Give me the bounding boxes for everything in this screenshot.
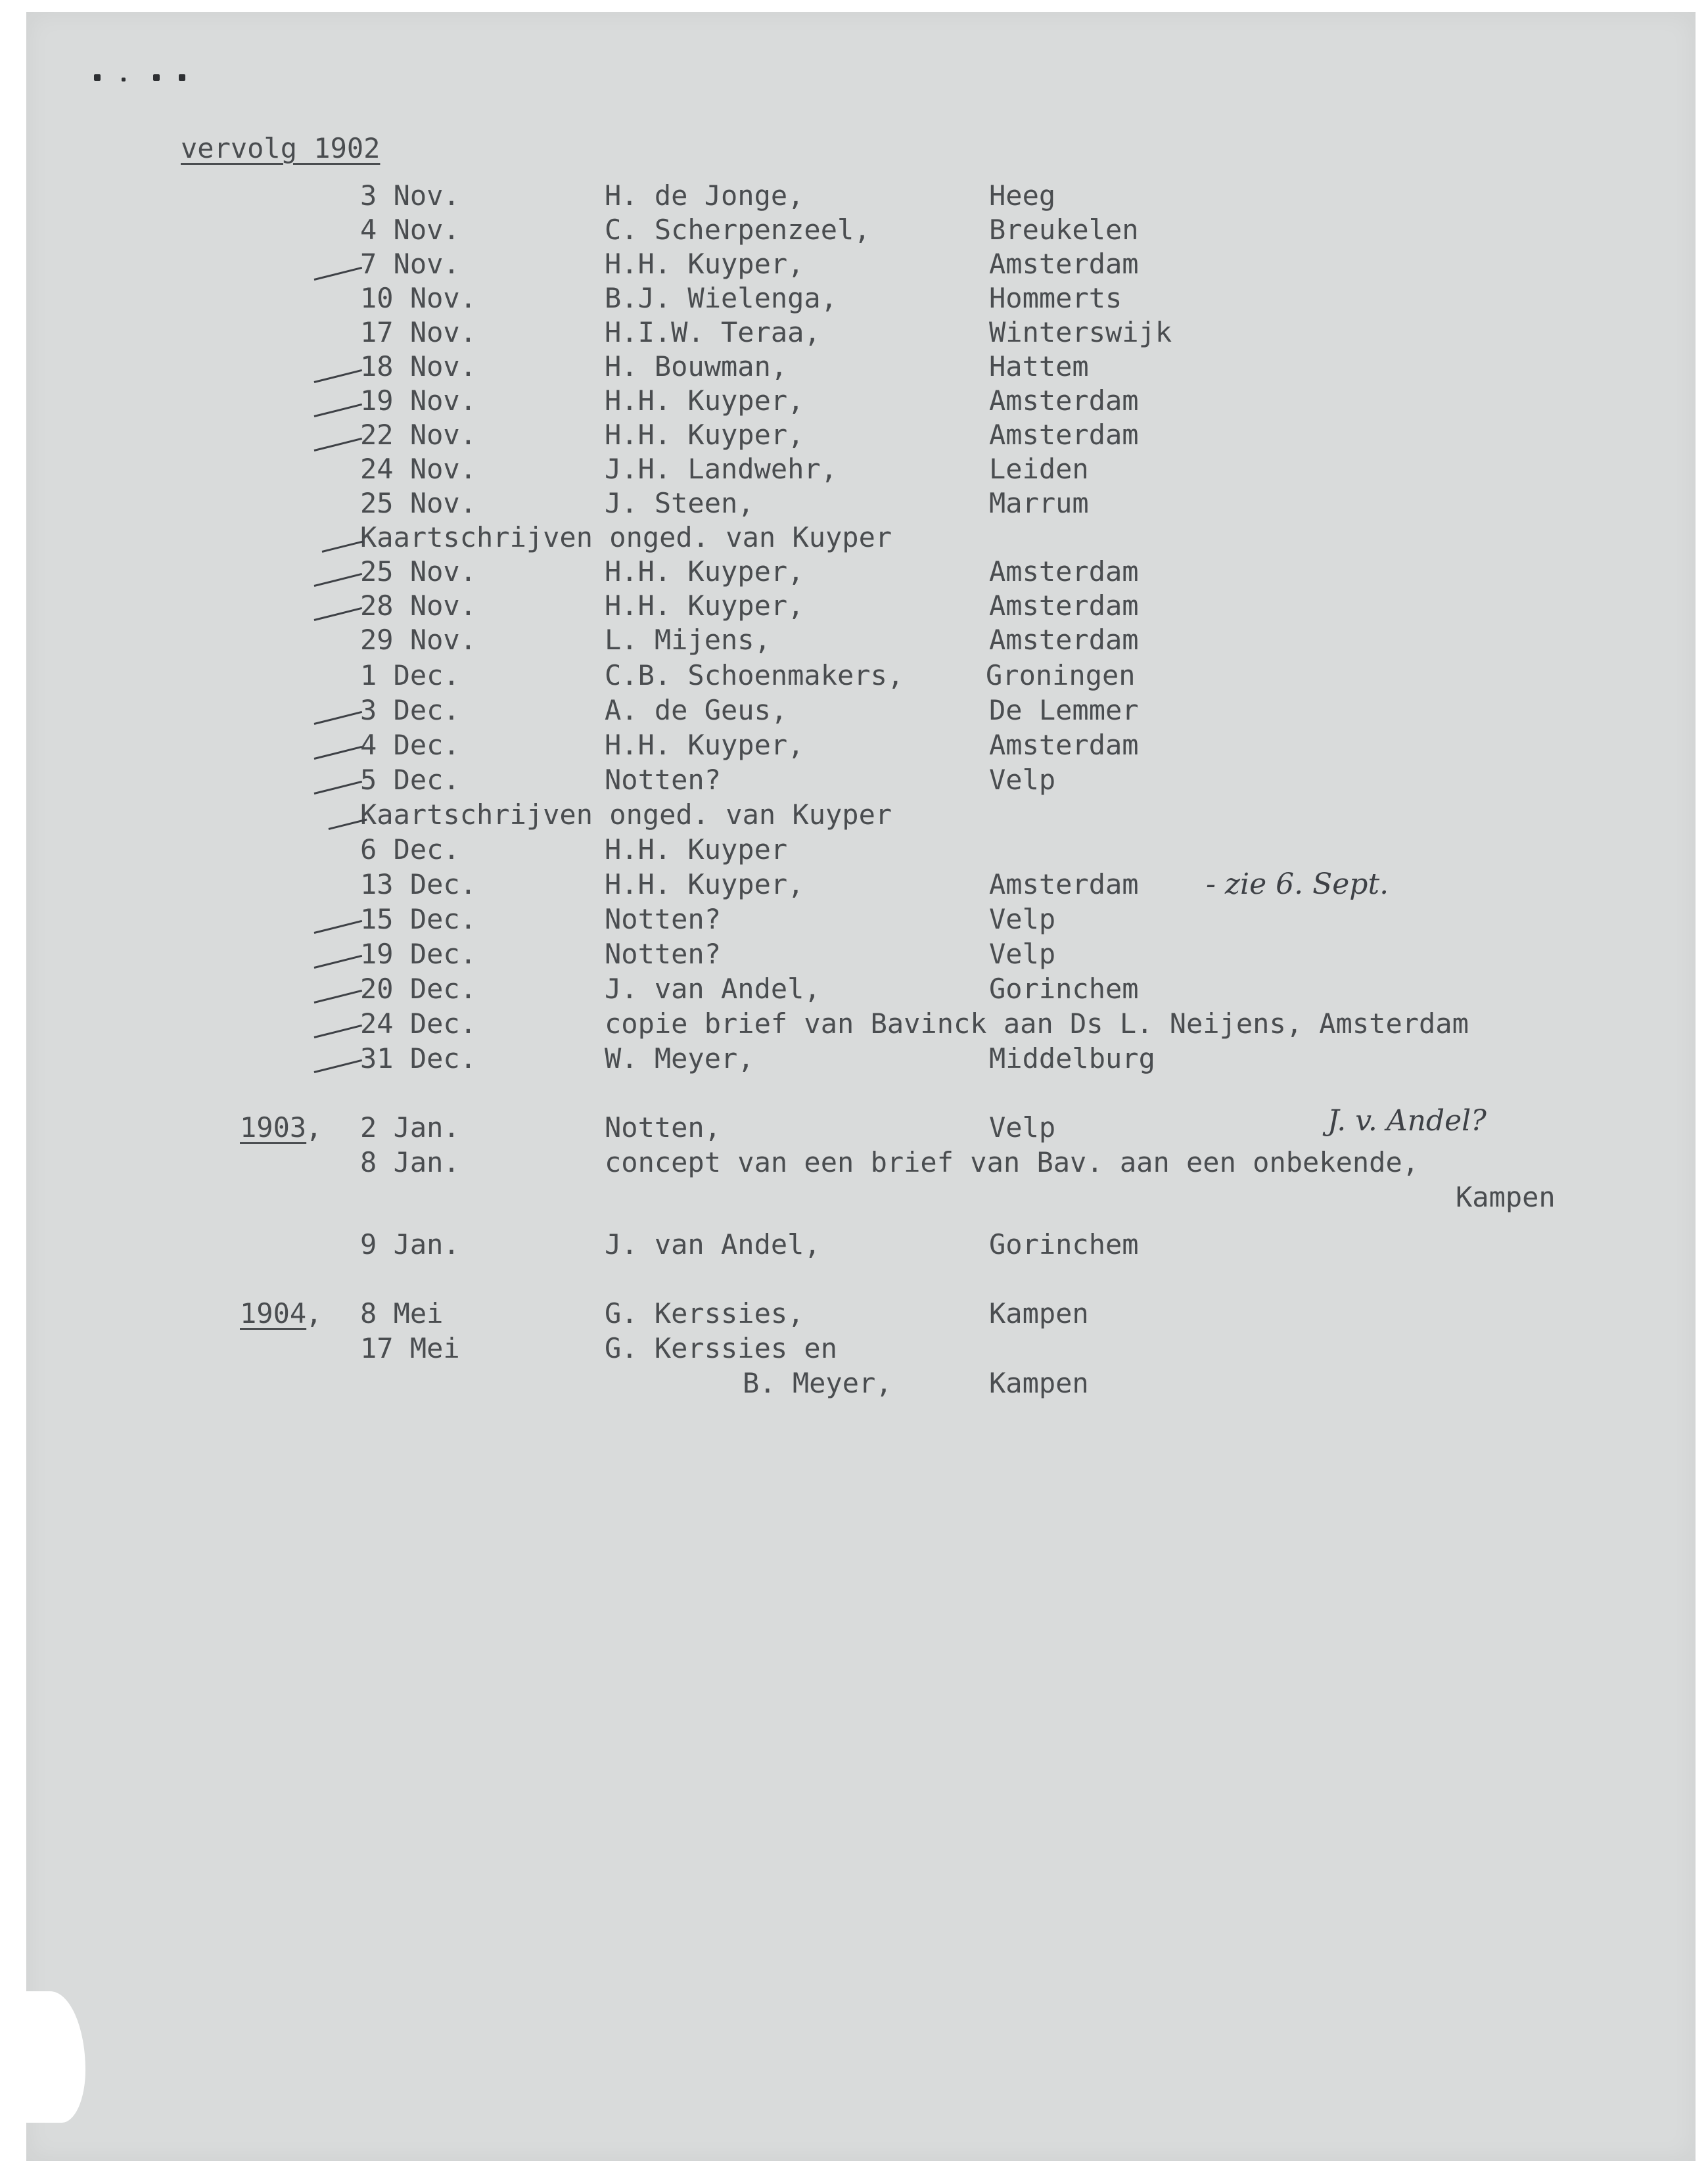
tick-mark [314, 369, 362, 383]
entry-place: Leiden [989, 453, 1089, 485]
entry-name: Notten? [605, 938, 722, 970]
entry-place: Kampen [1456, 1181, 1556, 1213]
tick-mark [314, 573, 362, 587]
ink-mark [153, 74, 160, 81]
entry-name: H.H. Kuyper [605, 833, 788, 866]
handwritten-note: - zie 6. Sept. [1206, 867, 1389, 901]
entry-date: 8 Mei [360, 1297, 444, 1329]
entry-name: J. van Andel, [605, 1228, 821, 1260]
entry-place: Kampen [989, 1297, 1089, 1329]
entry-name: H.H. Kuyper, [605, 248, 804, 280]
note-line: Kaartschrijven onged. van Kuyper [360, 521, 892, 553]
entry-name: H.H. Kuyper, [605, 555, 804, 588]
entry-place: Middelburg [989, 1042, 1155, 1074]
entry-date: 17 Nov. [360, 316, 477, 348]
entry-name: G. Kerssies, [605, 1297, 804, 1329]
entry-date: 19 Nov. [360, 384, 477, 417]
entry-place: Velp [989, 764, 1056, 796]
entry-date: 20 Dec. [360, 973, 477, 1005]
entry-date: 24 Dec. [360, 1007, 477, 1040]
entry-date: 25 Nov. [360, 555, 477, 588]
ink-mark [94, 74, 101, 81]
entry-name: G. Kerssies en [605, 1332, 838, 1364]
entry-date: 22 Nov. [360, 419, 477, 451]
entry-place: Marrum [989, 487, 1089, 519]
entry-place: De Lemmer [989, 694, 1139, 726]
entry-place: Gorinchem [989, 1228, 1139, 1260]
year-label-1903: 1903 [240, 1111, 307, 1144]
tick-mark [314, 955, 362, 969]
tick-mark [314, 711, 362, 725]
entry-date: 3 Dec. [360, 694, 460, 726]
entry-date: 18 Nov. [360, 350, 477, 382]
entry-name: C. Scherpenzeel, [605, 214, 871, 246]
page-title: vervolg 1902 [181, 132, 381, 164]
entry-date: 15 Dec. [360, 903, 477, 935]
entry-place: Velp [989, 938, 1056, 970]
tick-mark [314, 404, 362, 417]
entry-place: Amsterdam [989, 384, 1139, 417]
entry-place: Amsterdam [989, 729, 1139, 761]
entry-date: 25 Nov. [360, 487, 477, 519]
handwritten-note: J. v. Andel? [1327, 1104, 1487, 1138]
entry-place: Groningen [986, 659, 1136, 691]
tick-mark [314, 781, 362, 795]
entry-date: 4 Dec. [360, 729, 460, 761]
tick-mark [314, 1025, 362, 1038]
entry-name: H.H. Kuyper, [605, 589, 804, 622]
entry-name: Notten? [605, 903, 722, 935]
entry-date: 7 Nov. [360, 248, 460, 280]
tick-mark [314, 438, 362, 451]
entry-date: 29 Nov. [360, 624, 477, 656]
entry-place: Breukelen [989, 214, 1139, 246]
entry-place: Velp [989, 903, 1056, 935]
entry-place: Hattem [989, 350, 1089, 382]
entry-name: H.H. Kuyper, [605, 868, 804, 900]
entry-date: 8 Jan. [360, 1146, 460, 1178]
entry-name: H.H. Kuyper, [605, 419, 804, 451]
entry-place: Amsterdam [989, 248, 1139, 280]
entry-name: J.H. Landwehr, [605, 453, 838, 485]
entry-place: Amsterdam [989, 589, 1139, 622]
entry-name: C.B. Schoenmakers, [605, 659, 904, 691]
year-label-1904: 1904 [240, 1297, 307, 1329]
entry-date: 17 Mei [360, 1332, 460, 1364]
entry-place: Gorinchem [989, 973, 1139, 1005]
entry-name: B.J. Wielenga, [605, 282, 838, 314]
entry-place: Hommerts [989, 282, 1122, 314]
entry-date: 9 Jan. [360, 1228, 460, 1260]
entry-place: Heeg [989, 179, 1056, 212]
entry-name: H.H. Kuyper, [605, 729, 804, 761]
entry-place: Velp [989, 1111, 1056, 1144]
entry-date: 28 Nov. [360, 589, 477, 622]
ink-mark [122, 78, 126, 81]
entry-place: Amsterdam [989, 624, 1139, 656]
entry-date: 13 Dec. [360, 868, 477, 900]
entry-name: B. Meyer, [743, 1367, 892, 1399]
entry-name: Notten? [605, 764, 722, 796]
ink-mark [179, 74, 185, 81]
year-comma: , [306, 1297, 323, 1329]
entry-date: 6 Dec. [360, 833, 460, 866]
entry-date: 24 Nov. [360, 453, 477, 485]
entry-date: 2 Jan. [360, 1111, 460, 1144]
entry-place: Amsterdam [989, 555, 1139, 588]
entry-name: H.H. Kuyper, [605, 384, 804, 417]
tick-mark [314, 990, 362, 1004]
tick-mark [322, 540, 364, 553]
tick-mark [314, 607, 362, 621]
tick-mark [314, 1059, 362, 1073]
entry-date: 31 Dec. [360, 1042, 477, 1074]
entry-name: concept van een brief van Bav. aan een onbekende, [605, 1146, 1419, 1178]
entry-place: Amsterdam [989, 868, 1139, 900]
entry-date: 19 Dec. [360, 938, 477, 970]
entry-place: Winterswijk [989, 316, 1172, 348]
tick-mark [314, 746, 362, 760]
note-line: Kaartschrijven onged. van Kuyper [360, 798, 892, 831]
tick-mark [314, 267, 362, 281]
entry-name: H. de Jonge, [605, 179, 804, 212]
entry-place: Amsterdam [989, 419, 1139, 451]
entry-date: 5 Dec. [360, 764, 460, 796]
entry-name: Notten, [605, 1111, 722, 1144]
entry-name: A. de Geus, [605, 694, 788, 726]
year-comma: , [306, 1111, 323, 1144]
entry-place: Kampen [989, 1367, 1089, 1399]
entry-name: copie brief van Bavinck aan Ds L. Neijens, Amsterdam [605, 1007, 1469, 1040]
entry-date: 3 Nov. [360, 179, 460, 212]
tick-mark [314, 920, 362, 934]
entry-name: J. Steen, [605, 487, 754, 519]
entry-date: 10 Nov. [360, 282, 477, 314]
entry-name: J. van Andel, [605, 973, 821, 1005]
entry-name: W. Meyer, [605, 1042, 754, 1074]
entry-name: H. Bouwman, [605, 350, 788, 382]
entry-date: 1 Dec. [360, 659, 460, 691]
entry-date: 4 Nov. [360, 214, 460, 246]
entry-name: L. Mijens, [605, 624, 771, 656]
entry-name: H.I.W. Teraa, [605, 316, 821, 348]
